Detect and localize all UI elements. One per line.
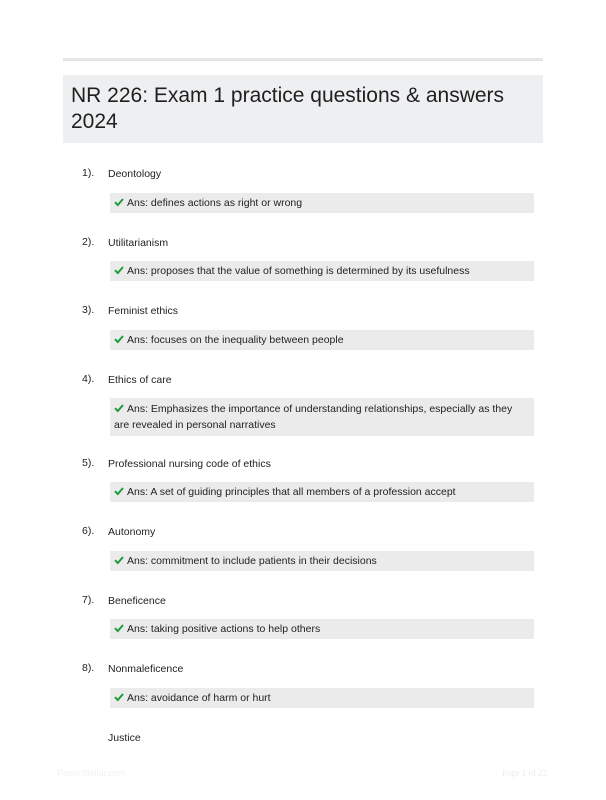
answer-text: Ans: Emphasizes the importance of understanding relationships, especially as they are revealed in personal narratives <box>114 403 513 431</box>
question-term: Justice <box>108 732 141 744</box>
answer-text: Ans: avoidance of harm or hurt <box>127 692 271 704</box>
question-term: Deontology <box>108 168 162 180</box>
answer-box <box>110 482 534 502</box>
question-number: 8). <box>82 662 95 674</box>
question-term: Ethics of care <box>108 374 172 386</box>
checkmark-icon <box>114 334 124 344</box>
answer-text: Ans: defines actions as right or wrong <box>127 197 303 209</box>
answer-text: Ans: commitment to include patients in their decisions <box>127 555 377 567</box>
question-term: Beneficence <box>108 595 166 607</box>
answer-box <box>110 193 534 213</box>
question-term: Autonomy <box>108 526 156 538</box>
question-number: 5). <box>82 457 95 469</box>
top-divider <box>63 58 543 61</box>
title-banner <box>63 75 543 143</box>
answer-box <box>110 688 534 708</box>
answer-box <box>110 551 534 571</box>
answer-box <box>110 261 534 281</box>
answer-text: Ans: A set of guiding principles that all members of a profession accept <box>127 486 456 498</box>
question-term: Utilitarianism <box>108 237 169 249</box>
question-number: 4). <box>82 373 95 385</box>
question-term: Feminist ethics <box>108 305 179 317</box>
page-title: NR 226: Exam 1 practice questions & answers 2024 <box>71 84 505 133</box>
question-term: Nonmaleficence <box>108 663 184 675</box>
checkmark-icon <box>114 403 124 413</box>
answer-text: Ans: taking positive actions to help others <box>127 623 321 635</box>
question-number: 2). <box>82 236 95 248</box>
question-term: Professional nursing code of ethics <box>108 458 271 470</box>
answer-box <box>110 619 534 639</box>
answer-box <box>110 330 534 350</box>
checkmark-icon <box>114 265 124 275</box>
answer-text: Ans: focuses on the inequality between people <box>127 334 344 346</box>
checkmark-icon <box>114 555 124 565</box>
question-number: 7). <box>82 594 95 606</box>
question-number: 1). <box>82 167 95 179</box>
answer-text: Ans: proposes that the value of something is determined by its usefulness <box>127 265 470 277</box>
question-number: 6). <box>82 525 95 537</box>
checkmark-icon <box>114 623 124 633</box>
footer-watermark: PaperStellar.com <box>57 768 126 778</box>
checkmark-icon <box>114 486 124 496</box>
checkmark-icon <box>114 692 124 702</box>
page-counter: Page 1 of 22 <box>502 768 548 778</box>
answer-box <box>110 398 534 436</box>
question-number: 3). <box>82 304 95 316</box>
checkmark-icon <box>114 197 124 207</box>
